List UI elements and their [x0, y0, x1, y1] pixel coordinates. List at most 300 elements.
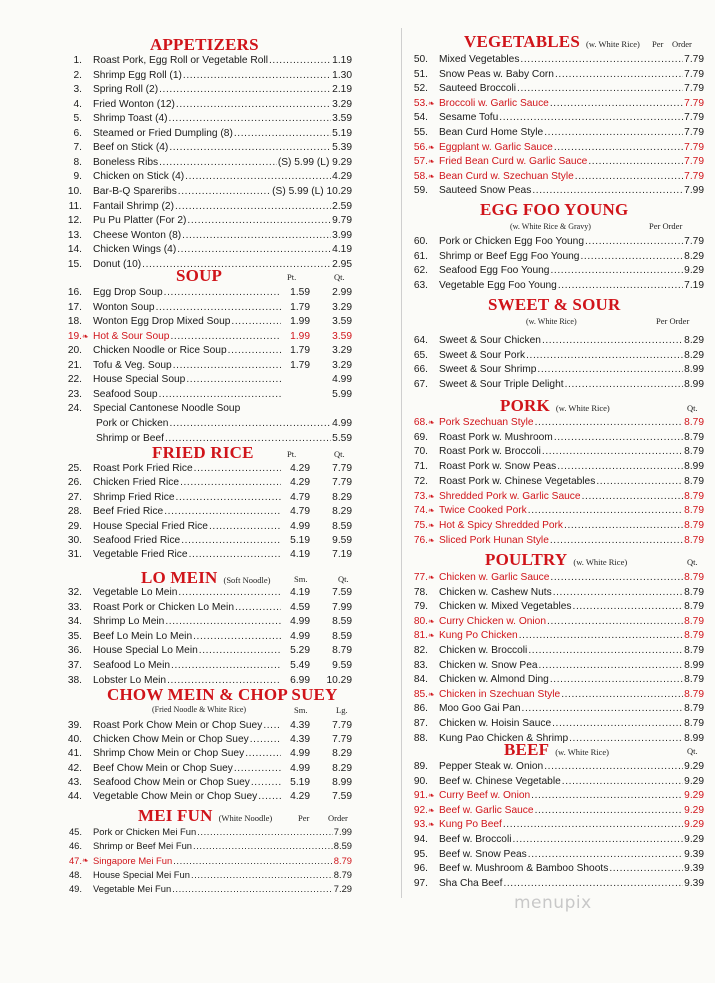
price-small: 4.79	[290, 491, 310, 503]
item-name: Seafood Lo Mein	[93, 660, 171, 671]
dot-leader	[503, 877, 683, 891]
menu-item	[58, 127, 352, 141]
item-price: 8.79	[684, 417, 704, 428]
item-price: 7.79	[684, 97, 704, 109]
section-title: SWEET & SOUR	[488, 295, 621, 314]
dot-leader	[535, 804, 684, 818]
item-number: 82.	[413, 645, 428, 656]
item-number: 23.	[67, 388, 82, 400]
item-number: 65.	[413, 349, 428, 361]
menu-item	[58, 402, 352, 416]
item-price: 2.95	[332, 258, 352, 270]
price-large: 3.29	[332, 301, 352, 313]
dot-leader	[526, 349, 683, 363]
price-small: 1.99	[290, 330, 310, 342]
item-number: 97.	[413, 877, 428, 889]
dot-leader	[542, 334, 683, 348]
dot-leader	[550, 571, 683, 585]
item-price: 8.79	[684, 601, 704, 613]
item-number: 3.	[73, 84, 82, 96]
menu-item	[58, 141, 352, 155]
item-name: Beef w. Chinese Vegetable	[439, 775, 561, 787]
price-small: 1.59	[290, 287, 310, 298]
dot-leader	[193, 630, 281, 644]
item-number: 81.	[413, 630, 428, 642]
item-name: Shrimp Egg Roll (1)	[93, 69, 182, 81]
price-large: 2.99	[332, 287, 352, 298]
price-large: 4.99	[332, 374, 352, 386]
item-name: Pepper Steak w. Onion	[439, 761, 544, 772]
item-price: 7.79	[684, 127, 704, 138]
item-price: 1.19	[332, 55, 352, 66]
dot-leader	[187, 214, 331, 228]
item-number: 90.	[413, 775, 428, 787]
item-name: Steamed or Fried Dumpling (8)	[93, 127, 233, 139]
menu-item	[406, 111, 704, 125]
item-price: 5.39	[332, 142, 352, 154]
item-name: Special Cantonese Noodle Soup	[93, 403, 241, 415]
item-number: 33.	[67, 601, 82, 613]
dot-leader	[173, 359, 281, 373]
section-note: (Fried Noodle & White Rice)	[152, 705, 247, 714]
item-name: Chicken w. Broccoli	[439, 645, 528, 656]
section-note: (White Noodle)	[218, 813, 273, 823]
item-number: 8.	[73, 156, 82, 168]
price-large: 3.59	[332, 330, 352, 342]
item-name: Broccoli w. Garlic Sauce	[439, 97, 549, 109]
vegetables-header	[464, 32, 640, 52]
item-name: Sweet & Sour Shrimp	[439, 364, 537, 376]
menu-item	[406, 170, 704, 184]
item-price: 7.79	[684, 170, 704, 182]
menu-item	[58, 839, 352, 853]
item-number: 42.	[67, 762, 82, 774]
item-name: Kung Po Beef	[439, 819, 502, 831]
item-price: 9.29	[684, 834, 704, 845]
price-large: 9.59	[332, 535, 352, 546]
hot-spicy-icon: ❧	[428, 573, 435, 582]
dot-leader	[169, 417, 331, 431]
item-number: 31.	[67, 549, 82, 561]
item-name: Eggplant w. Garlic Sauce	[439, 141, 553, 153]
menu-item	[58, 733, 352, 747]
column-header: Per	[652, 39, 664, 49]
item-price: 8.79	[684, 615, 704, 627]
price-large: 7.59	[332, 791, 352, 802]
item-name: Shredded Pork w. Garlic Sauce	[439, 490, 581, 502]
item-number: 28.	[67, 506, 82, 518]
hot-spicy-icon: ❧	[428, 98, 435, 108]
menu-item	[406, 490, 704, 504]
dot-leader	[197, 825, 333, 839]
menu-item	[58, 359, 352, 373]
column-header: Qt.	[687, 403, 698, 413]
item-number: 72.	[413, 475, 428, 487]
dot-leader	[234, 127, 331, 141]
dot-leader	[263, 719, 281, 733]
item-name: Seafood Soup	[93, 388, 158, 400]
item-price: 8.29	[684, 250, 704, 262]
hot-spicy-icon: ❧	[428, 791, 435, 801]
dot-leader	[609, 862, 683, 876]
menu-item	[406, 519, 704, 533]
menu-item	[406, 349, 704, 363]
menu-item	[406, 416, 704, 430]
dot-leader	[550, 264, 683, 278]
menu-item	[58, 520, 352, 534]
price-small: 5.29	[290, 645, 310, 657]
menu-item	[58, 747, 352, 761]
item-price: 8.99	[684, 659, 704, 671]
dot-leader	[528, 848, 683, 862]
item-name: Snow Peas w. Baby Corn	[439, 68, 554, 80]
dot-leader	[171, 659, 281, 673]
dot-leader	[550, 673, 683, 687]
item-price: (S) 5.99 (L) 9.29	[277, 156, 352, 168]
mei-fun-header	[138, 806, 272, 826]
item-number: 41.	[67, 748, 82, 760]
item-name: Cheese Wonton (8)	[93, 229, 182, 241]
price-large: 8.59	[332, 520, 352, 532]
item-number: 94.	[413, 834, 428, 845]
price-small: 1.79	[290, 345, 310, 357]
item-number: 17.	[67, 301, 82, 313]
item-name: Sesame Tofu	[439, 112, 499, 124]
item-name: Chicken w. Snow Pea	[439, 659, 538, 671]
menu-item	[58, 388, 352, 402]
item-name: Beef w. Mushroom & Bamboo Shoots	[439, 863, 609, 875]
item-name: Sliced Pork Hunan Style	[439, 534, 549, 546]
section-title: MEI FUN	[138, 806, 213, 825]
column-header: Qt.	[334, 449, 345, 459]
menu-item	[406, 673, 704, 687]
item-price: 9.29	[684, 775, 704, 787]
item-number: 62.	[413, 265, 428, 277]
dot-leader	[557, 460, 683, 474]
item-number: 13.	[67, 229, 82, 241]
appetizers-header	[150, 35, 259, 55]
menu-sub-item	[96, 417, 352, 431]
item-number: 10.	[67, 185, 82, 197]
hot-spicy-icon: ❧	[428, 491, 435, 501]
item-number: 32.	[67, 587, 82, 598]
section-note: (w. White Rice)	[586, 39, 640, 49]
menu-item	[58, 54, 352, 68]
dot-leader	[245, 747, 281, 761]
item-number: 56.	[413, 141, 428, 153]
dot-leader	[552, 717, 683, 731]
menu-item	[406, 445, 704, 459]
price-large: 7.19	[332, 549, 352, 561]
section-title: PORK	[500, 396, 550, 415]
item-price: 4.19	[332, 244, 352, 256]
dot-leader	[176, 491, 281, 505]
menu-item	[406, 818, 704, 832]
dot-leader	[251, 776, 281, 790]
item-number: 18.	[67, 316, 82, 328]
dot-leader	[175, 200, 331, 214]
item-name: Curry Chicken w. Onion	[439, 615, 547, 627]
menu-item	[406, 141, 704, 155]
price-small: 4.39	[290, 734, 310, 746]
item-name: Donut (10)	[93, 258, 142, 270]
menu-item	[406, 644, 704, 658]
dot-leader	[165, 615, 281, 629]
column-header: Lg.	[336, 705, 348, 715]
dot-leader	[189, 548, 281, 562]
item-name: Chicken in Szechuan Style	[439, 688, 561, 700]
dot-leader	[588, 155, 683, 169]
menu-item	[58, 286, 352, 300]
item-price: 7.99	[684, 185, 704, 197]
menu-item	[58, 491, 352, 505]
item-name: Pu Pu Platter (For 2)	[93, 215, 187, 227]
item-name: Chicken w. Almond Ding	[439, 674, 549, 686]
menu-item	[58, 462, 352, 476]
item-name: Chicken w. Mixed Vegetables	[439, 601, 572, 613]
menu-item	[406, 334, 704, 348]
price-large: 8.29	[332, 762, 352, 774]
item-name: Pork or Chicken	[96, 417, 169, 429]
dot-leader	[522, 702, 684, 716]
dot-leader	[554, 141, 683, 155]
item-name: House Special Mei Fun	[93, 868, 190, 880]
item-number: 35.	[67, 630, 82, 642]
item-number: 89.	[413, 761, 428, 772]
item-name: Roast Pork, Egg Roll or Vegetable Roll	[93, 55, 268, 66]
item-number: 37.	[67, 660, 82, 671]
item-name: Sweet & Sour Chicken	[439, 335, 541, 346]
item-number: 19.	[67, 330, 82, 342]
menu-item	[406, 833, 704, 847]
item-name: Roast Pork w. Broccoli	[439, 446, 541, 458]
menu-item	[58, 644, 352, 658]
menu-item	[58, 776, 352, 790]
item-price: 7.79	[684, 83, 704, 95]
item-price: 3.99	[332, 229, 352, 241]
item-price: 8.99	[684, 364, 704, 376]
dot-leader	[573, 600, 684, 614]
section-title: CHOW MEIN & CHOP SUEY	[107, 685, 338, 704]
item-name: Chicken Fried Rice	[93, 477, 180, 489]
menu-item	[406, 155, 704, 169]
item-price: 5.59	[332, 432, 352, 444]
column-header: Pt.	[287, 272, 297, 282]
price-large: 3.29	[332, 345, 352, 357]
item-number: 53.	[413, 97, 428, 109]
lo-mein-header	[141, 568, 270, 588]
item-price: 8.79	[684, 703, 704, 715]
price-small: 4.29	[290, 791, 310, 802]
menu-item	[406, 97, 704, 111]
item-number: 46.	[68, 840, 82, 852]
dot-leader	[519, 629, 683, 643]
item-number: 48.	[68, 868, 82, 880]
column-header: Order	[328, 813, 348, 823]
item-name: Fried Wonton (12)	[93, 98, 175, 110]
dot-leader	[234, 762, 281, 776]
item-name: Roast Pork w. Snow Peas	[439, 461, 557, 473]
item-number: 74.	[413, 505, 428, 517]
hot-spicy-icon: ❧	[428, 506, 435, 516]
dot-leader	[258, 790, 281, 804]
menu-item	[406, 460, 704, 474]
item-price: 8.79	[684, 688, 704, 700]
item-name: Shrimp or Beef Egg Foo Young	[439, 250, 580, 262]
menu-item	[406, 688, 704, 702]
item-name: Bar-B-Q Spareribs	[93, 185, 177, 197]
item-number: 51.	[413, 68, 428, 80]
menu-item	[58, 790, 352, 804]
dot-leader	[191, 868, 333, 882]
item-price: 7.99	[333, 826, 352, 837]
price-large: 7.79	[332, 734, 352, 746]
menu-item	[58, 854, 352, 868]
dot-leader	[156, 301, 281, 315]
item-price: 8.79	[684, 645, 704, 656]
price-small: 4.99	[290, 748, 310, 760]
section-note: (w. White Rice)	[555, 747, 610, 757]
price-large: 8.99	[332, 776, 352, 788]
item-number: 64.	[413, 335, 428, 346]
dot-leader	[554, 431, 683, 445]
column-header: Qt.	[687, 557, 698, 567]
hot-spicy-icon: ❧	[428, 805, 435, 815]
dot-leader	[228, 344, 281, 358]
menu-item	[406, 82, 704, 96]
column-header: Order	[672, 39, 692, 49]
item-name: Chicken Chow Mein or Chop Suey	[93, 734, 249, 746]
price-small: 5.19	[290, 776, 310, 788]
item-number: 22.	[67, 374, 82, 386]
menu-item	[58, 243, 352, 257]
section-note: (w. White Rice)	[526, 317, 577, 326]
dot-leader	[596, 475, 683, 489]
column-header: Qt.	[338, 574, 349, 584]
item-name: House Special Lo Mein	[93, 645, 198, 657]
price-small: 4.99	[290, 630, 310, 642]
item-name: Shrimp Fried Rice	[93, 491, 175, 503]
menu-item	[58, 534, 352, 548]
item-number: 26.	[67, 477, 82, 489]
menu-item	[406, 629, 704, 643]
item-name: Roast Pork w. Chinese Vegetables	[439, 475, 596, 487]
menu-item	[406, 475, 704, 489]
dot-leader	[183, 69, 331, 83]
price-small: 4.19	[290, 587, 310, 598]
price-large: 8.79	[332, 645, 352, 657]
menu-item	[58, 825, 352, 839]
item-number: 36.	[67, 645, 82, 657]
item-number: 60.	[413, 236, 428, 247]
item-name: Beef w. Snow Peas	[439, 848, 527, 860]
menu-item	[406, 53, 704, 67]
menu-item	[58, 762, 352, 776]
hot-spicy-icon: ❧	[428, 418, 435, 427]
menu-item	[406, 848, 704, 862]
dot-leader	[575, 170, 683, 184]
item-name: Sauteed Snow Peas	[439, 185, 532, 197]
item-number: 79.	[413, 601, 428, 613]
menu-item	[58, 156, 352, 170]
dot-leader	[169, 141, 331, 155]
item-name: House Special Fried Rice	[93, 520, 208, 532]
item-price: 8.79	[333, 868, 352, 880]
item-number: 80.	[413, 615, 428, 627]
item-name: Seafood Fried Rice	[93, 535, 181, 546]
menupix-watermark: menupix	[514, 893, 592, 913]
item-number: 6.	[73, 127, 82, 139]
item-number: 93.	[413, 819, 428, 831]
menu-item	[58, 505, 352, 519]
price-large: 10.29	[326, 674, 352, 686]
item-name: Kung Pao Chicken & Shrimp	[439, 732, 569, 744]
item-number: 24.	[67, 403, 82, 415]
item-number: 85.	[413, 688, 428, 700]
dot-leader	[562, 775, 683, 789]
item-number: 34.	[67, 616, 82, 628]
item-number: 40.	[67, 734, 82, 746]
beef-header	[504, 740, 609, 760]
menu-item	[58, 344, 352, 358]
dot-leader	[164, 505, 281, 519]
item-price: 5.19	[332, 127, 352, 139]
section-note: (w. White Rice)	[573, 557, 628, 567]
item-price: 7.79	[684, 68, 704, 80]
menu-item	[58, 229, 352, 243]
dot-leader	[178, 185, 271, 199]
item-price: 7.79	[684, 156, 704, 168]
dot-leader	[269, 54, 331, 68]
dot-leader	[209, 520, 281, 534]
dot-leader	[532, 184, 683, 198]
price-large: 9.59	[332, 660, 352, 671]
hot-spicy-icon: ❧	[428, 142, 435, 152]
dot-leader	[558, 279, 683, 293]
item-number: 21.	[67, 359, 82, 371]
menu-item	[406, 504, 704, 518]
item-name: Lobster Lo Mein	[93, 674, 167, 686]
item-price: 9.79	[332, 215, 352, 227]
item-price: 8.99	[684, 732, 704, 744]
menu-item	[58, 69, 352, 83]
dot-leader	[159, 388, 281, 402]
menu-item	[58, 476, 352, 490]
dot-leader	[177, 243, 331, 257]
dot-leader	[539, 659, 684, 673]
dot-leader	[544, 126, 683, 140]
price-large: 8.59	[332, 630, 352, 642]
price-large: 7.79	[332, 477, 352, 489]
item-price: 8.79	[684, 572, 704, 583]
item-name: Singapore Mei Fun	[93, 854, 173, 866]
column-header: Per	[298, 813, 310, 823]
dot-leader	[528, 644, 683, 658]
menu-item	[58, 882, 352, 896]
menu-item	[406, 431, 704, 445]
dot-leader	[564, 519, 683, 533]
item-number: 92.	[413, 804, 428, 816]
section-title: APPETIZERS	[150, 35, 259, 54]
item-name: Vegetable Chow Mein or Chop Suey	[93, 791, 258, 802]
item-name: Chicken w. Cashew Nuts	[439, 586, 552, 598]
item-name: Seafood Chow Mein or Chop Suey	[93, 776, 250, 788]
hot-spicy-icon: ❧	[428, 520, 435, 530]
item-name: Pork Szechuan Style	[439, 417, 534, 428]
item-price: 8.29	[684, 335, 704, 346]
menu-item	[406, 877, 704, 891]
item-name: Vegetable Lo Mein	[93, 587, 178, 598]
